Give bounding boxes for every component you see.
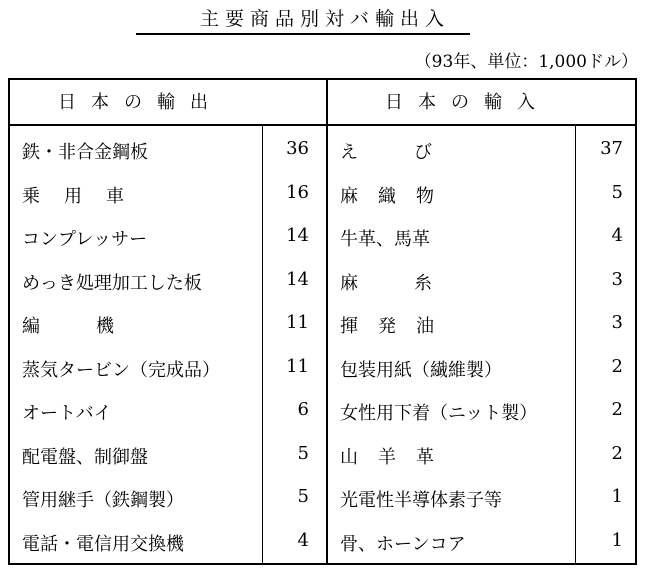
export-item: 蒸気タービン（完成品）	[22, 359, 220, 381]
export-value: 4	[297, 529, 309, 551]
trade-table	[8, 78, 637, 565]
import-item: 麻糸	[340, 272, 488, 294]
title-underline	[136, 33, 470, 35]
import-value: 2	[611, 399, 623, 420]
table-row	[10, 480, 635, 524]
export-item: 鉄・非合金鋼板	[22, 142, 148, 163]
header-divider	[10, 124, 635, 126]
export-item: めっき処理加工した板	[22, 272, 202, 294]
export-item: 乗用車	[22, 185, 148, 207]
table-row	[10, 219, 635, 263]
table-row	[10, 437, 635, 481]
table-row	[10, 263, 635, 307]
table-row	[10, 306, 635, 350]
export-value: 5	[297, 486, 309, 507]
export-value: 16	[286, 181, 309, 203]
import-item: 骨、ホーンコア	[340, 533, 466, 555]
import-item: 山羊革	[340, 446, 454, 468]
import-value: 5	[611, 181, 623, 203]
import-item: 光電性半導体素子等	[340, 490, 502, 511]
import-value: 1	[611, 486, 623, 507]
export-value: 11	[286, 355, 309, 377]
import-header: 日本の輸入	[385, 92, 550, 113]
import-item: 牛革、馬革	[340, 229, 430, 250]
import-value: 3	[611, 312, 623, 333]
table-row	[10, 132, 635, 176]
unit-note: （93年、単位：1,000ドル）	[414, 52, 638, 72]
export-value: 14	[286, 268, 309, 290]
import-item: 包装用紙（繊維製）	[340, 359, 502, 381]
import-value: 4	[611, 225, 623, 246]
table-row	[10, 524, 635, 568]
import-item: 麻織物	[340, 185, 454, 207]
import-value: 1	[611, 529, 623, 551]
export-value: 36	[286, 138, 309, 159]
import-item: えび	[340, 142, 488, 163]
export-value: 6	[297, 399, 309, 420]
export-item: 管用継手（鉄鋼製）	[22, 490, 184, 511]
import-value: 37	[600, 138, 623, 159]
table-body	[10, 132, 635, 567]
export-header: 日本の輸出	[58, 92, 223, 113]
import-item: 女性用下着（ニット製）	[340, 403, 538, 424]
import-value: 3	[611, 268, 623, 290]
export-value: 5	[297, 442, 309, 464]
table-row	[10, 176, 635, 220]
import-value: 2	[611, 442, 623, 464]
page-title: 主要商品別対バ輸出入	[199, 8, 450, 30]
export-item: オートバイ	[22, 403, 112, 424]
export-value: 11	[286, 312, 309, 333]
export-value: 14	[286, 225, 309, 246]
table-row	[10, 393, 635, 437]
export-item: 配電盤、制御盤	[22, 446, 148, 468]
export-item: コンプレッサー	[22, 229, 148, 250]
table-row	[10, 350, 635, 394]
export-item: 編機	[22, 316, 170, 337]
import-item: 揮発油	[340, 316, 454, 337]
import-value: 2	[611, 355, 623, 377]
export-item: 電話・電信用交換機	[22, 533, 184, 555]
